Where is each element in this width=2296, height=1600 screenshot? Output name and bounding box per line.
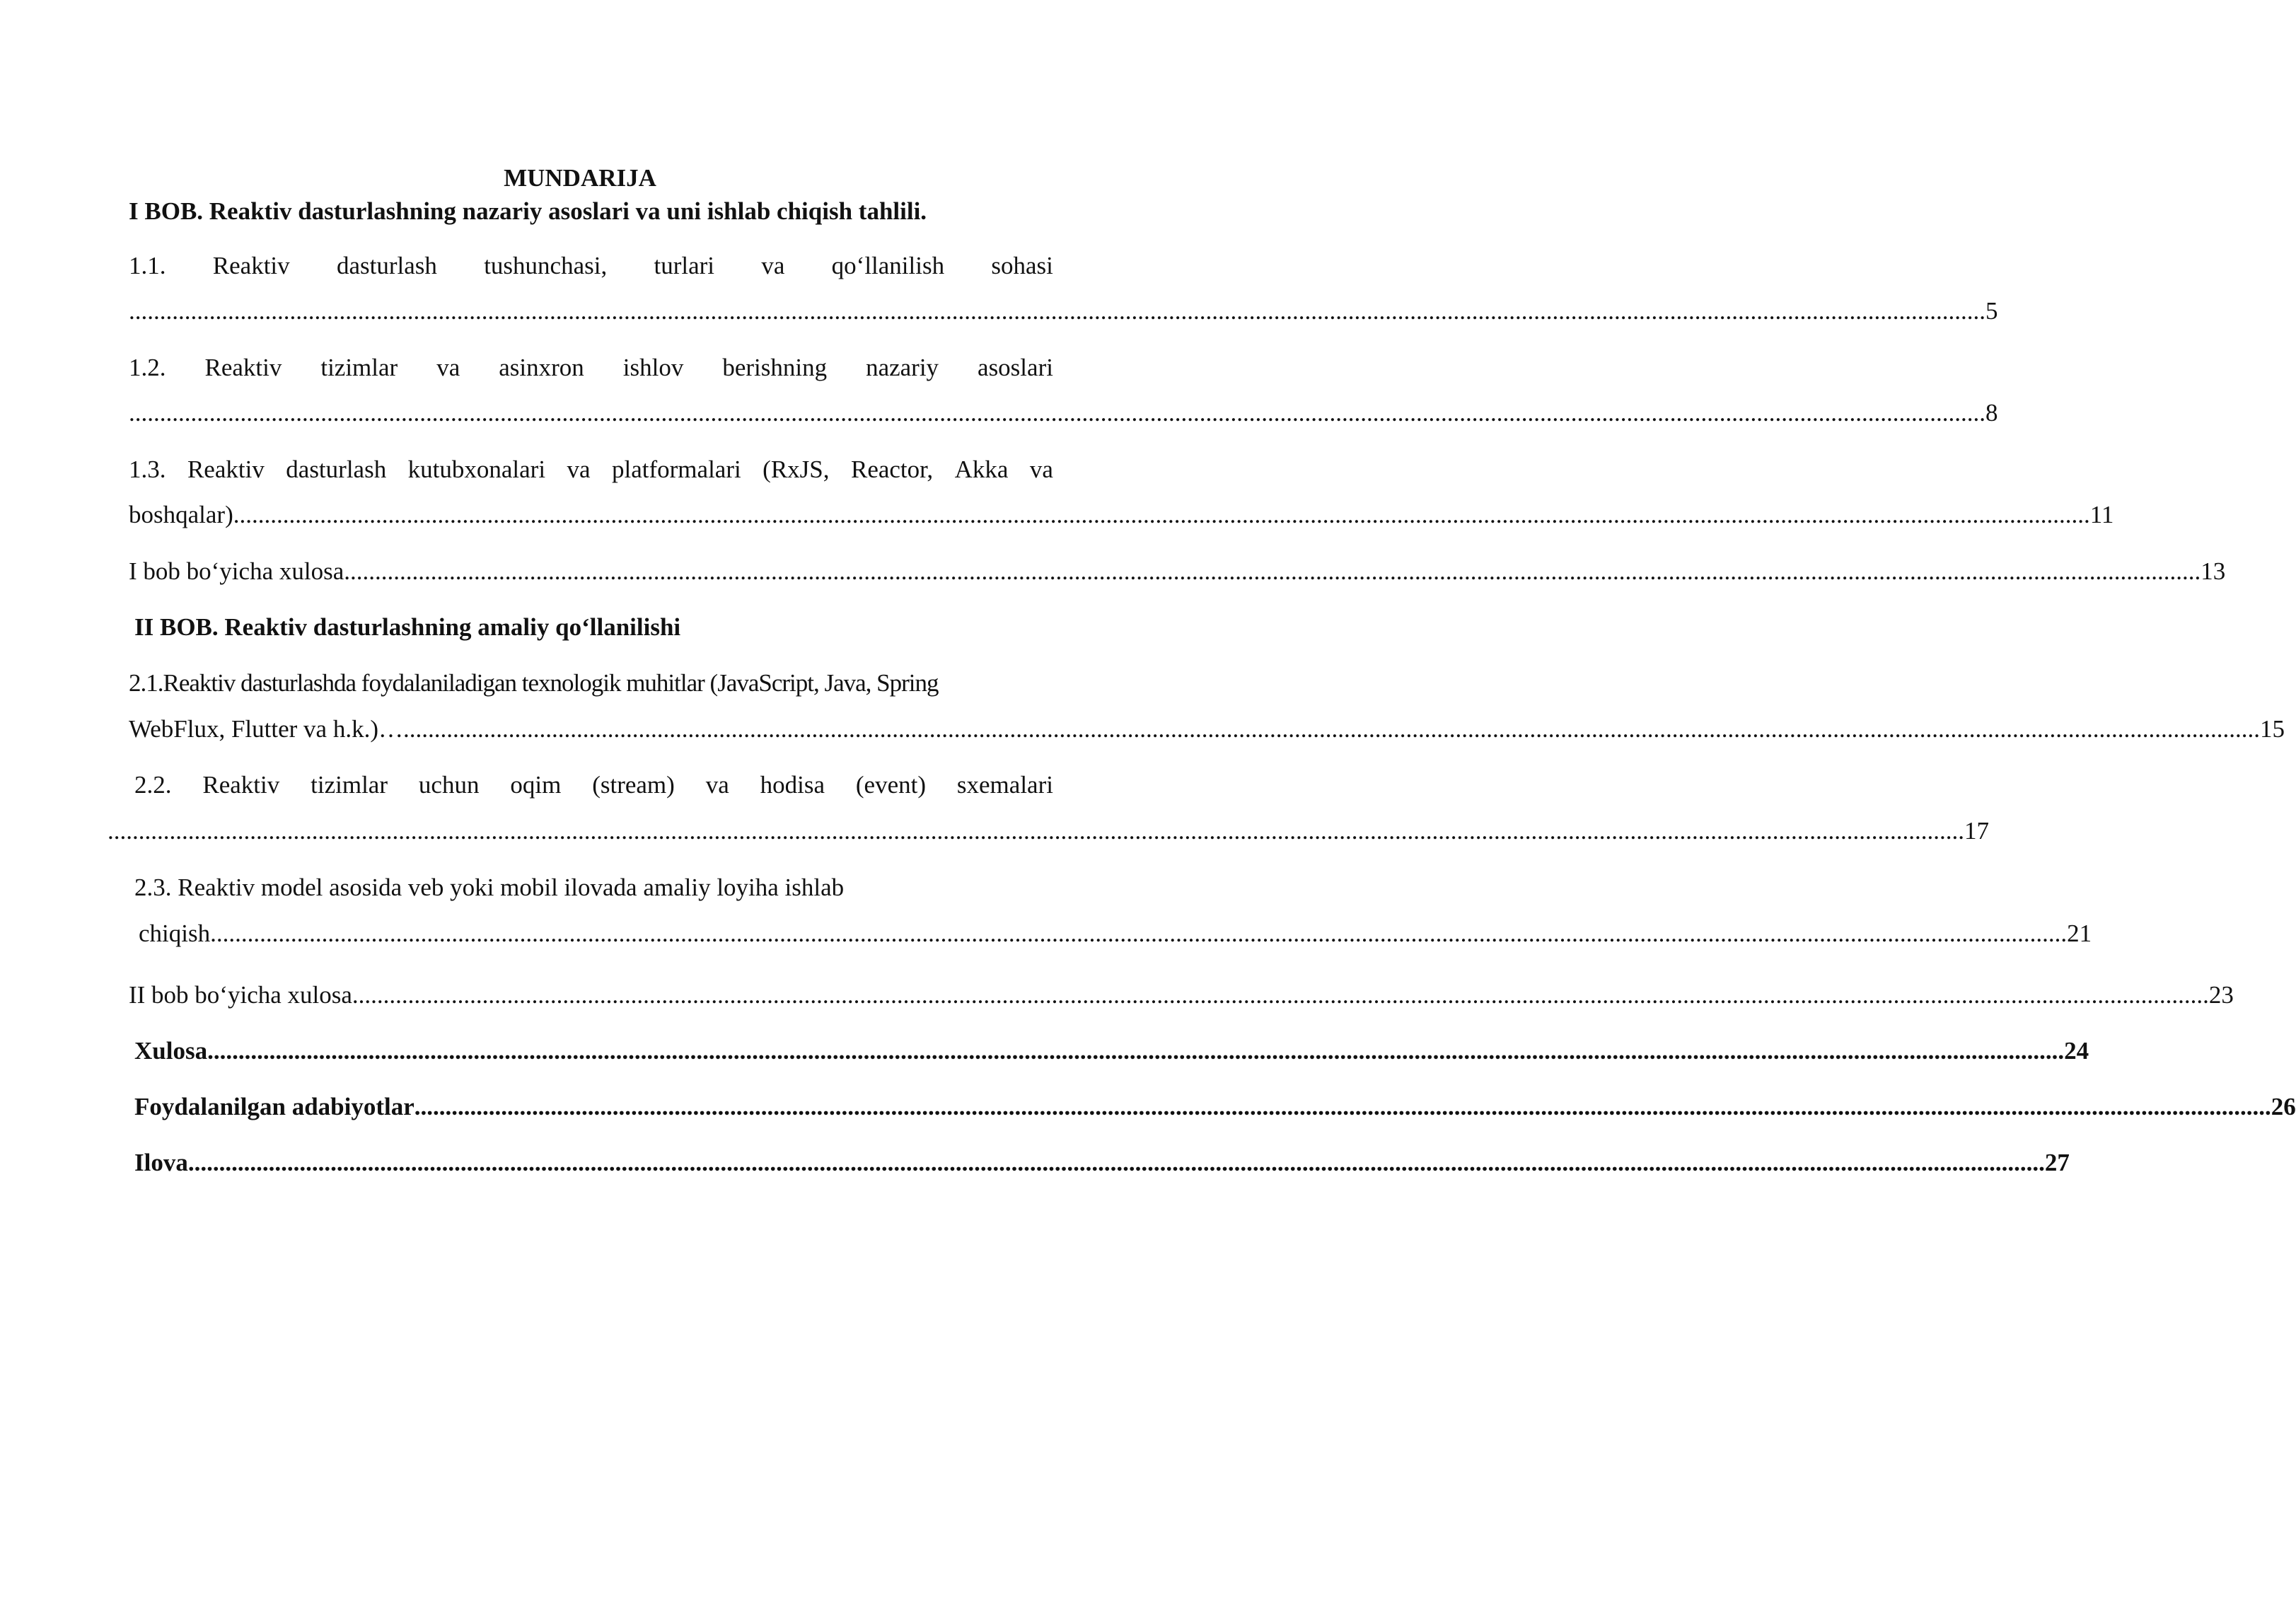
toc-entry-text: II bob bo‘yicha xulosa (129, 981, 352, 1009)
toc-entry-chapter-1-summary (129, 556, 2226, 587)
toc-entry-text: Ilova (134, 1149, 188, 1176)
toc-word: Reactor, (850, 456, 934, 483)
page-number: 26 (2271, 1093, 2296, 1120)
toc-word: tizimlar (320, 354, 398, 381)
page-number: 17 (1964, 817, 1989, 845)
toc-entry-2-1-leader (129, 714, 2285, 745)
toc-word: turlari (654, 252, 715, 279)
toc-word: Reaktiv (202, 771, 280, 799)
toc-entry-1-2 (129, 352, 1053, 383)
dot-leader: ............................................................................................................................................................................................................................................................................................................ (108, 817, 1964, 845)
toc-entry-1-1-leader (129, 296, 1998, 327)
toc-entry-1-1 (129, 250, 1053, 282)
dot-leader: ............................................................................................................................................................................................................................................................................................................ (207, 1037, 2065, 1065)
toc-entry-2-1: 2.1.Reaktiv dasturlashda foydalaniladigan texnologik muhitlar (JavaScript, Java, Spring (129, 669, 939, 697)
toc-word: Reaktiv (212, 252, 290, 279)
toc-entry-text: Xulosa (134, 1037, 208, 1065)
toc-entry-text: WebFlux, Flutter va h.k.)… (129, 715, 403, 743)
dot-leader: ............................................................................................................................................................................................................................................................................................................ (344, 557, 2201, 585)
toc-word: tizimlar (311, 771, 388, 799)
toc-entry-2-2-leader (108, 816, 1989, 847)
toc-word: kutubxonalari (407, 456, 546, 483)
toc-word: va (705, 771, 729, 799)
page-number: 5 (1985, 297, 1998, 325)
toc-word: qo‘llanilish (831, 252, 945, 279)
toc-entry-references (134, 1091, 2296, 1123)
toc-entry-2-3-leader (139, 918, 2092, 949)
toc-entry-1-3 (129, 454, 1053, 485)
toc-word: 1.3. (129, 456, 166, 483)
toc-word: (stream) (592, 771, 675, 799)
toc-word: hodisa (760, 771, 825, 799)
toc-entry-1-2-leader (129, 398, 1998, 429)
page-number: 27 (2044, 1149, 2070, 1176)
toc-word: berishning (722, 354, 828, 381)
toc-word: ishlov (622, 354, 684, 381)
toc-word: Reaktiv (187, 456, 265, 483)
toc-entry-text: Foydalanilgan adabiyotlar (134, 1093, 414, 1120)
dot-leader: ............................................................................................................................................................................................................................................................................................................ (352, 981, 2209, 1009)
toc-entry-chapter-2-summary (129, 980, 2234, 1011)
toc-word: sxemalari (956, 771, 1053, 799)
page-number: 15 (2259, 715, 2285, 743)
toc-word: uchun (418, 771, 480, 799)
toc-word: va (567, 456, 591, 483)
toc-entry-1-3-leader (129, 499, 2114, 531)
toc-entry-appendix (134, 1147, 2070, 1178)
dot-leader: ............................................................................................................................................................................................................................................................................................................ (210, 920, 2068, 947)
toc-word: dasturlash (336, 252, 437, 279)
dot-leader: ............................................................................................................................................................................................................................................................................................................ (414, 1093, 2271, 1120)
toc-word: sohasi (991, 252, 1053, 279)
toc-entry-text: chiqish (139, 920, 211, 947)
dot-leader: ............................................................................................................................................................................................................................................................................................................ (129, 399, 1985, 427)
chapter-1-heading: I BOB. Reaktiv dasturlashning nazariy asoslari va uni ishlab chiqish tahlili. (129, 197, 927, 225)
toc-word: va (761, 252, 785, 279)
toc-word: Reaktiv (204, 354, 282, 381)
toc-entry-text: boshqalar) (129, 501, 233, 528)
page-number: 11 (2089, 501, 2114, 528)
page-title: MUNDARIJA (504, 164, 656, 192)
toc-entry-2-3: 2.3. Reaktiv model asosida veb yoki mobil ilovada amaliy loyiha ishlab (134, 874, 845, 901)
dot-leader: ............................................................................................................................................................................................................................................................................................................ (129, 297, 1985, 325)
page-number: 8 (1985, 399, 1998, 427)
toc-word: tushunchasi, (484, 252, 608, 279)
page-number: 13 (2201, 557, 2226, 585)
dot-leader: ............................................................................................................................................................................................................................................................................................................ (402, 715, 2260, 743)
dot-leader: ............................................................................................................................................................................................................................................................................................................ (233, 501, 2090, 528)
toc-word: platformalari (612, 456, 741, 483)
toc-word: oqim (510, 771, 562, 799)
toc-word: 1.1. (129, 252, 166, 279)
toc-entry-text: I bob bo‘yicha xulosa (129, 557, 344, 585)
toc-entry-conclusion (134, 1036, 2089, 1067)
toc-word: asoslari (978, 354, 1053, 381)
toc-word: va (1029, 456, 1053, 483)
toc-word: 2.2. (134, 771, 172, 799)
toc-word: Akka (954, 456, 1009, 483)
toc-word: asinxron (499, 354, 584, 381)
page-number: 24 (2064, 1037, 2089, 1065)
toc-word: nazariy (866, 354, 939, 381)
toc-entry-2-2 (134, 770, 1053, 801)
toc-word: 1.2. (129, 354, 166, 381)
chapter-2-heading: II BOB. Reaktiv dasturlashning amaliy qo‘llanilishi (134, 613, 681, 641)
toc-word: dasturlash (286, 456, 387, 483)
page-number: 23 (2208, 981, 2234, 1009)
toc-word: va (436, 354, 460, 381)
dot-leader: ............................................................................................................................................................................................................................................................................................................ (187, 1149, 2045, 1176)
toc-word: (RxJS, (763, 456, 830, 483)
toc-word: (event) (855, 771, 927, 799)
page-number: 21 (2067, 920, 2092, 947)
